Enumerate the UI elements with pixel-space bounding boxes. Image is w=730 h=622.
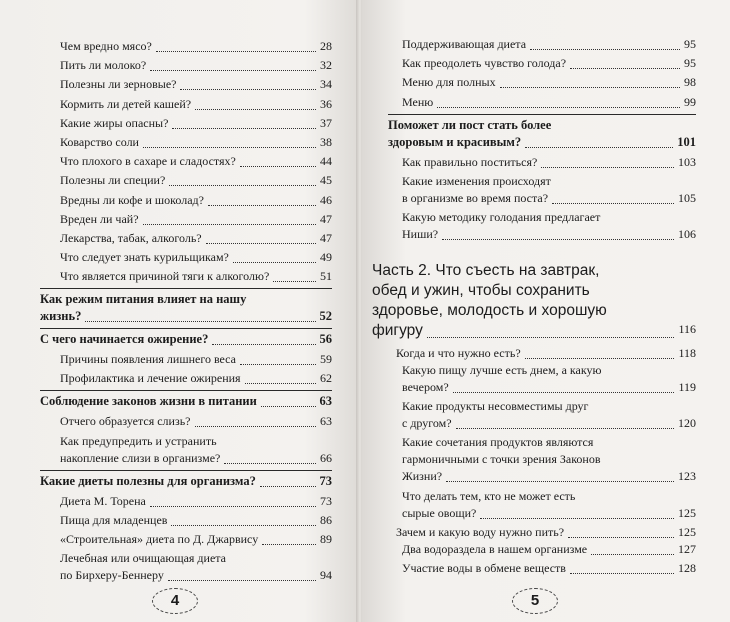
toc-entry [40,115,332,132]
toc-section-heading [388,114,696,151]
dot-leader [240,364,316,365]
page-number-label: 5 [530,592,540,609]
toc-entry-title: Вредны ли кофе и шоколад? [60,192,204,207]
toc-entry-page: 44 [320,154,332,169]
dot-leader [456,428,674,429]
toc-entry-title: Отчего образуется слизь? [60,414,191,429]
toc-entry-title: Что плохого в сахаре и сладостях? [60,154,236,169]
dot-leader [260,486,316,487]
toc-entry-page: 99 [684,94,696,109]
toc-entry [40,550,332,584]
toc-entry-page: 36 [320,96,332,111]
toc-entry-page: 128 [678,560,696,575]
dot-leader [442,239,674,240]
toc-entry-title: Профилактика и лечение ожирения [60,371,241,386]
dot-leader [212,344,315,345]
toc-entry-page: 116 [678,321,696,336]
dot-leader [171,525,316,526]
toc-entry [40,249,332,266]
toc-entry-page: 28 [320,39,332,53]
toc-entry-title: Зачем и какую воду нужно пить? [396,524,565,539]
dot-leader [233,262,316,263]
toc-entry-title: Полезны ли специи? [60,173,166,188]
toc-entry [40,172,332,189]
toc-entry-page: 89 [320,532,332,546]
toc-entry-page: 56 [319,332,332,347]
dot-leader [206,243,316,244]
toc-entry-title: Вреден ли чай? [60,211,139,226]
dot-leader [195,109,316,110]
toc-entry-page: 123 [678,469,696,484]
dot-leader [208,205,316,206]
toc-entry-title: Поможет ли пост стать более здоровым и красивым? [388,117,552,149]
toc-entry-page: 38 [320,134,332,149]
dot-leader [143,147,316,148]
dot-leader [500,87,680,88]
toc-entry-page: 103 [678,154,696,169]
toc-entry [40,531,332,548]
toc-entry-page: 73 [319,473,332,488]
page-number-oval [152,588,198,614]
toc-entry-title: Какую пищу лучше есть днем, а какую вечером? [402,362,602,394]
toc-entry [40,134,332,151]
toc-entry-page: 94 [320,568,332,583]
toc-entry [40,211,332,228]
toc-entry-page: 86 [320,512,332,527]
toc-entry-page: 47 [320,211,332,226]
toc-entry-title: Что является причиной тяги к алкоголю? [60,269,270,284]
toc-entry [40,57,332,74]
toc-entry [40,493,332,510]
dot-leader [261,406,316,407]
dot-leader [541,167,674,168]
dot-leader [245,383,316,384]
toc-entry-page: 63 [319,394,332,409]
toc-section-heading [40,470,332,490]
toc-entry-page: 95 [684,56,696,71]
toc-entry-page: 125 [678,524,696,539]
toc-list-right [372,36,696,579]
page-number-oval [512,588,558,614]
toc-entry [40,351,332,368]
dot-leader [273,281,316,282]
page-number-label: 4 [170,592,180,609]
toc-entry-title: С чего начинается ожирение? [40,332,209,347]
dot-leader [150,506,316,507]
toc-entry-page: 47 [320,230,332,245]
toc-entry [40,230,332,247]
dot-leader [453,392,675,393]
toc-entry-title: Причины появления лишнего веса [60,352,236,367]
toc-entry-title: Пить ли молоко? [60,58,147,73]
toc-entry-page: 118 [678,345,696,360]
toc-entry-title: Два водораздела в нашем организме [402,541,588,556]
toc-section-heading [40,390,332,410]
dot-leader [437,107,680,108]
dot-leader [480,518,674,519]
dot-leader [143,224,316,225]
toc-entry [40,512,332,529]
toc-entry [372,398,696,432]
toc-entry-title: Поддерживающая диета [402,37,527,51]
dot-leader [427,337,675,338]
toc-entry-title: Какую методику голодания предлагает Ниши? [402,209,601,241]
toc-entry [372,488,696,522]
toc-entry-title: Какие изменения происходят в организме во время поста? [402,173,551,205]
dot-leader [195,426,317,427]
toc-entry-title: Участие воды в обмене веществ [402,560,566,575]
page-number-left [152,588,198,614]
toc-entry-title: Кормить ли детей кашей? [60,96,192,111]
toc-entry-page: 127 [678,541,696,556]
toc-entry-page: 37 [320,115,332,130]
toc-entry [372,209,696,243]
toc-entry-page: 45 [320,173,332,188]
toc-entry-page: 52 [319,309,332,324]
dot-leader [156,51,316,52]
toc-entry-page: 63 [320,414,332,429]
toc-section-heading [40,328,332,348]
toc-entry-page: 34 [320,77,332,92]
toc-entry [40,153,332,170]
dot-leader [85,321,315,322]
toc-entry-title: Пища для младенцев [60,512,168,527]
dot-leader [525,147,673,148]
dot-leader [570,573,674,574]
toc-entry-page: 125 [678,505,696,520]
toc-entry-page: 32 [320,58,332,73]
toc-entry-title: Как правильно поститься? [402,154,538,169]
toc-entry-page: 101 [677,134,696,149]
toc-entry-page: 106 [678,226,696,241]
dot-leader [180,89,316,90]
toc-entry-title: Какие жиры опасны? [60,115,169,130]
toc-entry-title: Какие продукты несовместимы друг с другом? [402,399,589,431]
toc-entry-title: Диета М. Торена [60,493,146,508]
toc-list-left [40,38,332,586]
dot-leader [168,580,316,581]
toc-entry-page: 59 [320,352,332,367]
toc-entry-title: Чем вредно мясо? [60,39,152,53]
toc-entry-page: 98 [684,75,696,90]
left-page [0,0,358,622]
toc-entry [40,370,332,387]
dot-leader [591,554,674,555]
toc-entry-title: Как предупредить и устранить накопление слизи в организме? [60,433,221,465]
toc-entry-page: 119 [678,379,696,394]
toc-entry-title: Какие диеты полезны для организма? [40,473,256,488]
toc-entry-title: Когда и что нужно есть? [396,345,521,360]
toc-entry-page: 73 [320,493,332,508]
toc-entry [40,268,332,285]
toc-entry-page: 120 [678,416,696,431]
toc-section-heading [396,524,696,541]
toc-entry [372,74,696,91]
toc-entry [40,433,332,467]
toc-entry [40,76,332,93]
dot-leader [525,358,675,359]
toc-entry-page: 51 [320,269,332,284]
toc-entry-page: 49 [320,250,332,265]
toc-entry-title: Как преодолеть чувство голода? [402,56,567,71]
dot-leader [150,70,316,71]
toc-entry-title: Часть 2. Что съесть на завтрак, обед и ужин, чтобы сохранить здоровье, молодость и хорошую фигуру [372,261,607,339]
toc-entry [40,192,332,209]
toc-entry [372,173,696,207]
dot-leader [262,544,316,545]
toc-entry [40,413,332,430]
toc-section-heading [396,345,696,362]
toc-entry-title: Соблюдение законов жизни в питании [40,394,257,409]
dot-leader [530,49,680,50]
toc-section-heading [40,288,332,325]
toc-entry [372,36,696,53]
toc-entry [372,434,696,485]
toc-entry-title: Коварство соли [60,134,139,149]
dot-leader [172,128,316,129]
toc-entry-page: 46 [320,192,332,207]
toc-part-heading [372,261,696,341]
toc-entry [372,94,696,111]
dot-leader [240,166,316,167]
toc-entry [372,541,696,558]
right-page [362,0,730,622]
toc-entry-title: Что следует знать курильщикам? [60,250,229,265]
toc-entry-title: Меню для полных [402,75,496,90]
dot-leader [552,203,674,204]
dot-leader [446,481,674,482]
toc-entry-title: Что делать тем, кто не может есть сырые овощи? [402,488,576,520]
toc-entry [40,38,332,55]
toc-entry-title: Полезны ли зерновые? [60,77,177,92]
toc-entry [372,55,696,72]
dot-leader [169,185,316,186]
page-number-right [512,588,558,614]
toc-entry-title: Как режим питания влияет на нашу жизнь? [40,292,247,324]
toc-entry [372,560,696,577]
toc-entry-page: 66 [320,450,332,465]
dot-leader [570,68,680,69]
dot-leader [224,463,316,464]
toc-entry-title: Меню [402,94,434,109]
toc-entry-title: Лечебная или очищающая диета по Бирхеру-Беннеру [60,551,226,583]
toc-entry-title: Какие сочетания продуктов являются гармоничными с точки зрения Законов Жизни? [402,435,601,484]
toc-entry-page: 105 [678,190,696,205]
toc-entry [372,154,696,171]
toc-entry [372,362,696,396]
toc-entry [40,96,332,113]
toc-entry-page: 95 [684,37,696,51]
toc-entry-page: 62 [320,371,332,386]
toc-entry-title: Лекарства, табак, алкоголь? [60,230,202,245]
dot-leader [568,537,674,538]
toc-entry-title: «Строительная» диета по Д. Джарвису [60,532,259,546]
